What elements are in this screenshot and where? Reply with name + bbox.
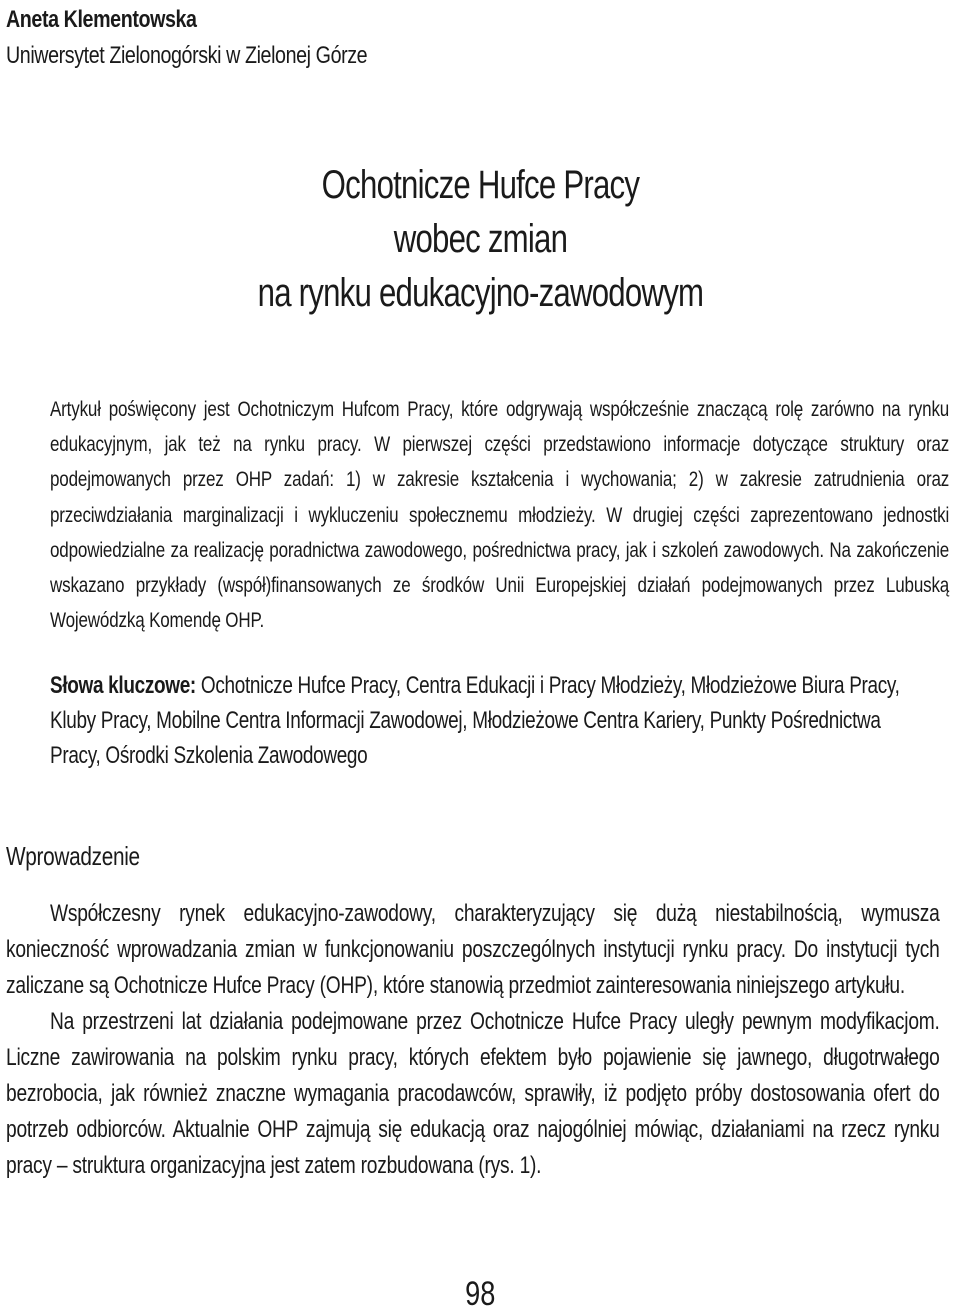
page-number: 98 xyxy=(465,1275,496,1313)
keywords-text: Ochotnicze Hufce Pracy, Centra Edukacji i Pracy Młodzieży, Młodzieżowe Biura Pracy, Kluby Pracy, Mobilne Centra Informacji Zawodowej, Młodzieżowe Centra Kariery, Punkty Pośrednictwa Pracy, Ośrodki Szkolenia Zawodowego xyxy=(50,672,900,769)
author-name: Aneta Klementowska xyxy=(6,6,197,33)
introduction-body xyxy=(6,896,940,1184)
keywords-label: Słowa kluczowe: xyxy=(50,672,196,699)
title-line-1: Ochotnicze Hufce Pracy xyxy=(321,163,640,207)
intro-paragraph-2: Na przestrzeni lat działania podejmowane przez Ochotnicze Hufce Pracy uległy pewnym modyfikacjom. Liczne zawirowania na polskim rynku pracy, których efektem było pojawienie się jawnego, długotrwałego bezrobocia, jak również znaczne wymagania pracodawców, sprawiły, iż podjęto próby dostosowania ofert do potrzeb odbiorców. Aktualnie OHP zajmują się edukacją oraz najogólniej mówiąc, działaniami na rzecz rynku pracy – struktura organizacyjna jest zatem rozbudowana (rys. 1). xyxy=(6,1008,940,1179)
article-title xyxy=(0,158,960,320)
title-line-2: wobec zmian xyxy=(393,217,568,261)
title-line-3: na rynku edukacyjno-zawodowym xyxy=(257,271,704,315)
author-block xyxy=(6,2,946,74)
keywords xyxy=(50,668,922,773)
intro-paragraph-1: Współczesny rynek edukacyjno-zawodowy, charakteryzujący się dużą niestabilnością, wymusza konieczność wprowadzania zmian w funkcjonowaniu poszczególnych instytucji rynku pracy. Do instytucji tych zaliczane są Ochotnicze Hufce Pracy (OHP), które stanowią przedmiot zainteresowania niniejszego artykułu. xyxy=(6,900,940,999)
author-affiliation: Uniwersytet Zielonogórski w Zielonej Górze xyxy=(6,42,368,69)
abstract: Artykuł poświęcony jest Ochotniczym Hufcom Pracy, które odgrywają współcześnie znaczącą rolę zarówno na rynku edukacyjnym, jak też na rynku pracy. W pierwszej części przedstawiono informacje dotyczące struktury oraz podejmowanych przez OHP zadań: 1) w zakresie kształcenia i wychowania; 2) w zakresie zatrudnienia oraz przeciwdziałania marginalizacji i wykluczeniu społecznemu młodzieży. W drugiej części zaprezentowano jednostki odpowiedzialne za realizację poradnictwa zawodowego, pośrednictwa pracy, jak i szkoleń zawodowych. Na zakończenie wskazano przykłady (współ)finansowanych ze środków Unii Europejskiej działań podejmowanych przez Lubuską Wojewódzką Komendę OHP. xyxy=(50,398,950,633)
section-heading-introduction: Wprowadzenie xyxy=(6,841,140,871)
